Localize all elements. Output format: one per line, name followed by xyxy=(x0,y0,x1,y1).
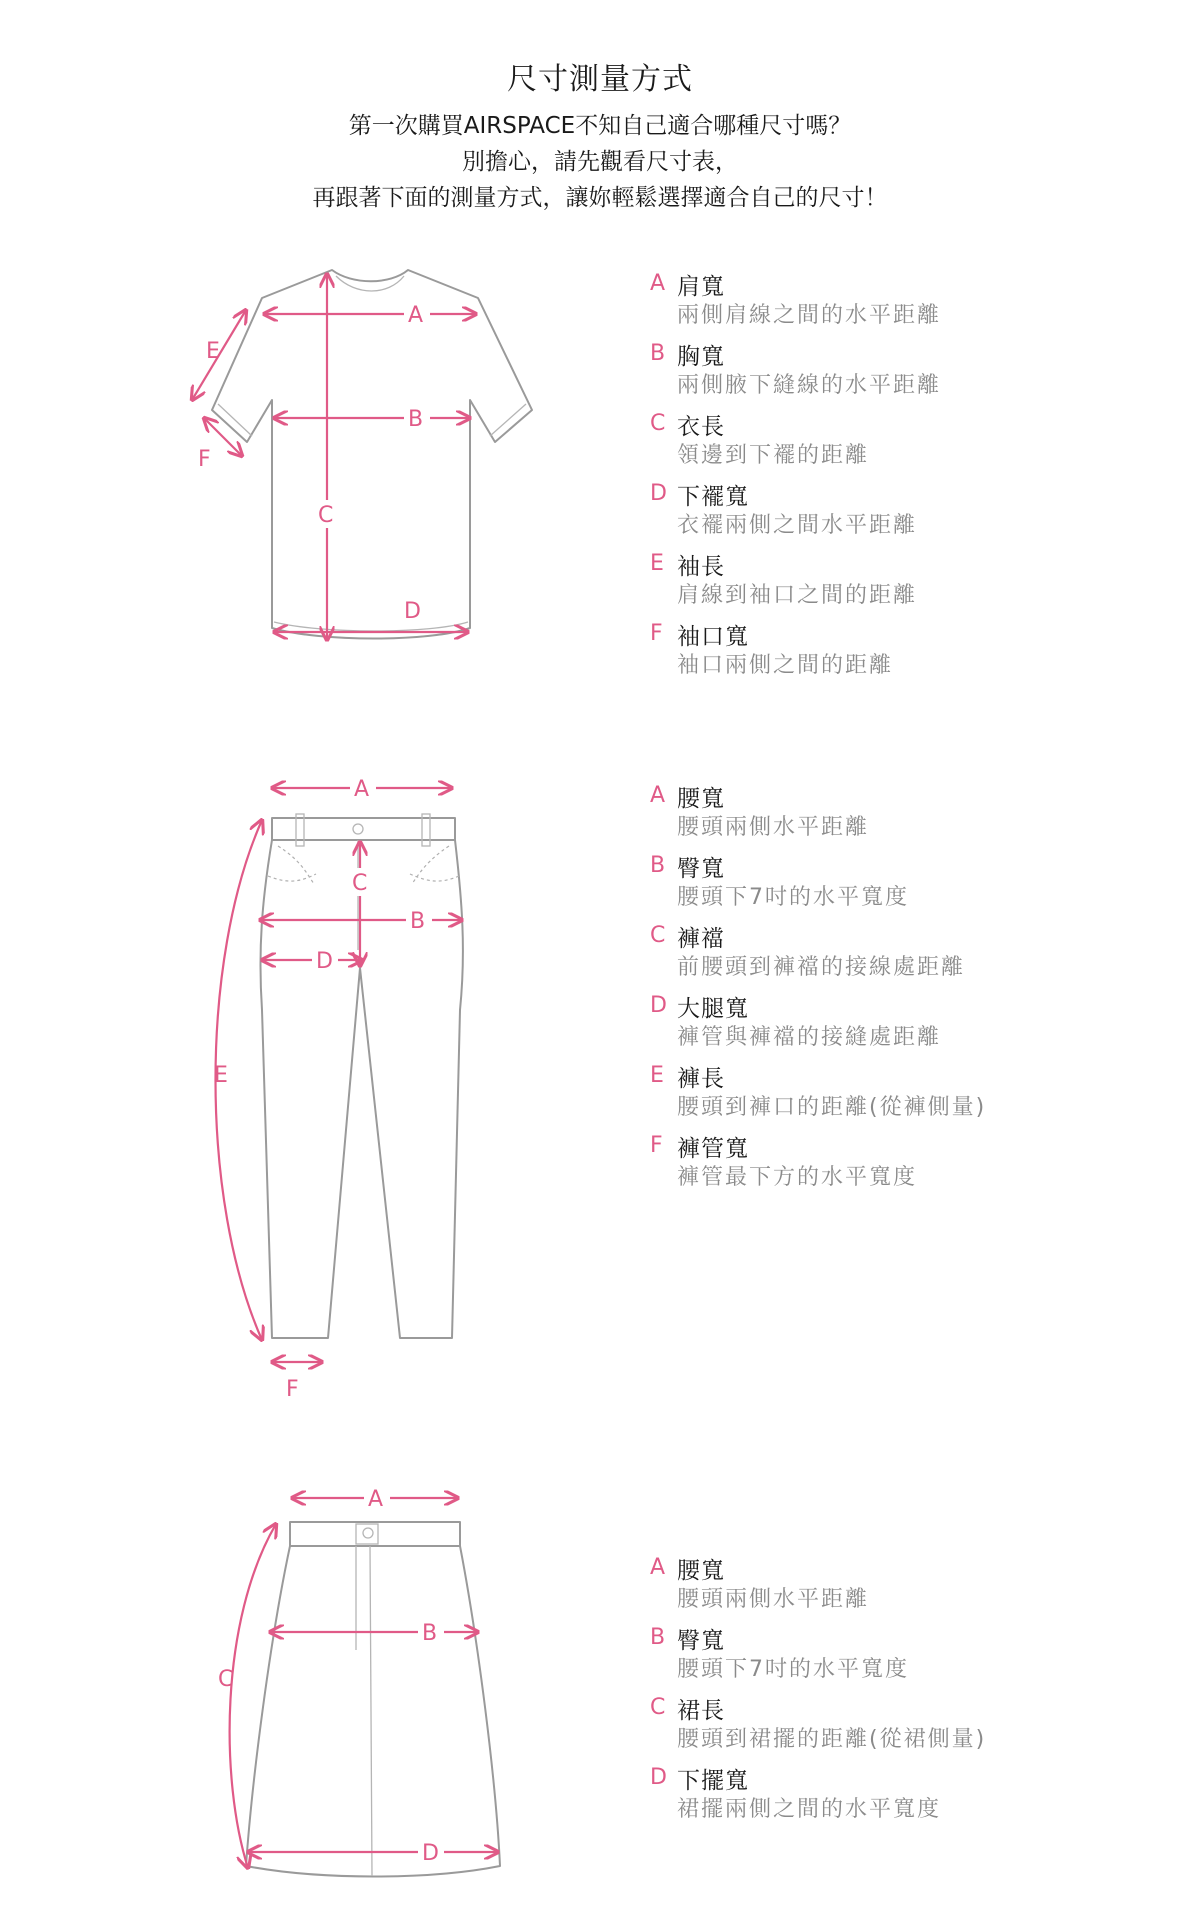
legend-desc: 腰頭下7吋的水平寬度 xyxy=(677,885,909,910)
pants-label-b: B xyxy=(410,909,426,934)
skirt-measure-c xyxy=(230,1524,276,1868)
legend-desc: 腰頭兩側水平距離 xyxy=(677,815,870,840)
legend-letter: A xyxy=(650,271,666,296)
legend-name: 褲長 xyxy=(677,1066,725,1092)
skirt-waistband xyxy=(290,1522,460,1546)
legend-name: 裙長 xyxy=(677,1698,725,1724)
pants-label-d: D xyxy=(316,949,333,974)
legend-name: 下襬寬 xyxy=(677,484,749,510)
legend-desc: 腰頭到裙擺的距離(從裙側量) xyxy=(677,1727,987,1752)
legend-name: 衣長 xyxy=(677,414,725,440)
legend-desc: 褲管最下方的水平寬度 xyxy=(677,1165,918,1190)
legend-letter: C xyxy=(650,923,666,948)
legend-desc: 腰頭下7吋的水平寬度 xyxy=(677,1657,909,1682)
skirt-label-d: D xyxy=(422,1841,439,1866)
legend-name: 大腿寬 xyxy=(677,996,749,1022)
pants-label-e: E xyxy=(214,1063,228,1088)
tshirt-label-b: B xyxy=(408,407,424,432)
legend-desc: 兩側肩線之間的水平距離 xyxy=(677,303,942,328)
legend-letter: C xyxy=(650,1695,666,1720)
legend-letter: E xyxy=(650,1063,664,1088)
legend-name: 腰寬 xyxy=(677,786,725,812)
skirt-button xyxy=(363,1528,373,1538)
legend-name: 胸寬 xyxy=(677,344,725,370)
pants-label-f: F xyxy=(286,1377,299,1402)
skirt-outline xyxy=(246,1546,500,1877)
legend-letter: F xyxy=(650,621,663,646)
tshirt-label-f: F xyxy=(198,447,211,472)
legend-desc: 前腰頭到褲襠的接線處距離 xyxy=(677,955,966,980)
tshirt-label-e: E xyxy=(206,339,220,364)
legend-letter: E xyxy=(650,551,664,576)
legend-desc: 腰頭兩側水平距離 xyxy=(677,1587,870,1612)
legend-letter: D xyxy=(650,993,667,1018)
legend-desc: 兩側腋下縫線的水平距離 xyxy=(677,373,942,398)
page-title: 尺寸測量方式 xyxy=(507,62,693,97)
legend-name: 袖長 xyxy=(677,554,725,580)
legend-letter: B xyxy=(650,853,666,878)
skirt-placket xyxy=(356,1546,372,1876)
pants-label-a: A xyxy=(354,777,370,802)
legend-letter: C xyxy=(650,411,666,436)
legend-desc: 衣襬兩側之間水平距離 xyxy=(677,513,918,538)
tshirt-label-d: D xyxy=(404,599,421,624)
legend-letter: A xyxy=(650,783,666,808)
legend-desc: 袖口兩側之間的距離 xyxy=(677,653,894,678)
legend-name: 褲襠 xyxy=(677,926,725,952)
legend-letter: B xyxy=(650,341,666,366)
legend-desc: 領邊到下襬的距離 xyxy=(677,443,870,468)
legend-name: 臀寬 xyxy=(677,1628,725,1654)
legend-name: 臀寬 xyxy=(677,856,725,882)
intro-line-1: 第一次購買AIRSPACE不知自己適合哪種尺寸嗎？ xyxy=(348,113,852,139)
legend-desc: 褲管與褲襠的接縫處距離 xyxy=(677,1025,942,1050)
legend-name: 腰寬 xyxy=(677,1558,725,1584)
pants-label-c: C xyxy=(352,871,368,896)
legend-letter: A xyxy=(650,1555,666,1580)
skirt-label-a: A xyxy=(368,1487,384,1512)
tshirt-label-a: A xyxy=(408,303,424,328)
skirt-label-c: C xyxy=(218,1667,234,1692)
legend-letter: D xyxy=(650,481,667,506)
tshirt-label-c: C xyxy=(318,503,334,528)
legend-desc: 裙擺兩側之間的水平寬度 xyxy=(677,1797,942,1822)
legend-letter: F xyxy=(650,1133,663,1158)
skirt-button-tab xyxy=(356,1524,378,1544)
legend-name: 肩寬 xyxy=(677,274,725,300)
legend-letter: D xyxy=(650,1765,667,1790)
skirt-label-b: B xyxy=(422,1621,438,1646)
legend-name: 下擺寬 xyxy=(677,1768,749,1794)
intro-line-3: 再跟著下面的測量方式，讓妳輕鬆選擇適合自己的尺寸！ xyxy=(312,185,888,211)
legend-letter: B xyxy=(650,1625,666,1650)
legend-name: 袖口寬 xyxy=(677,624,749,650)
intro-line-2: 別擔心，請先觀看尺寸表， xyxy=(462,149,738,175)
legend-desc: 腰頭到褲口的距離(從褲側量) xyxy=(677,1095,987,1120)
legend-desc: 肩線到袖口之間的距離 xyxy=(677,583,918,608)
legend-name: 褲管寬 xyxy=(677,1136,749,1162)
